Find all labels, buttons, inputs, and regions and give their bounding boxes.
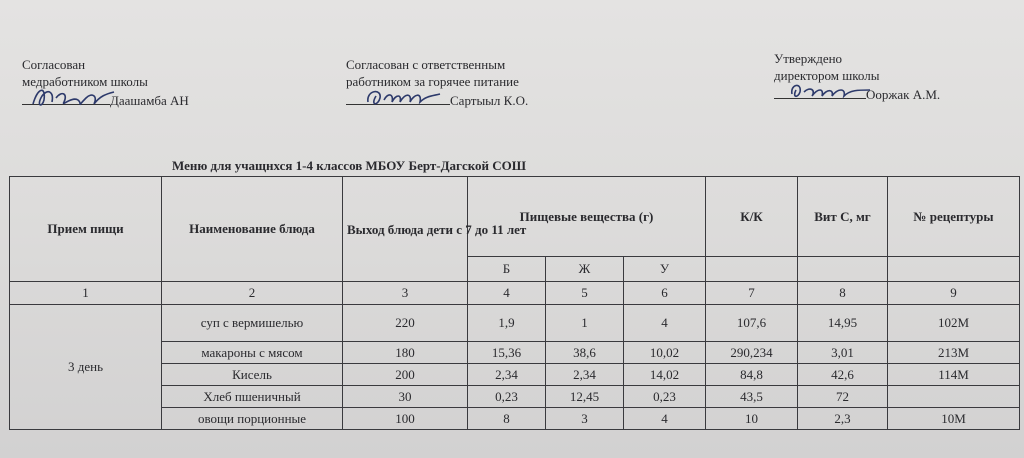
dish-fat: 12,45 [546,386,624,408]
dish-fat: 1 [546,305,624,342]
approval-director [774,50,1004,103]
dish-protein: 15,36 [468,342,546,364]
approval-medical-line1: Согласован [22,57,86,72]
column-number: 5 [546,282,624,305]
dish-output: 200 [343,364,468,386]
approval-medical-name: Даашамба АН [110,93,189,108]
column-number: 8 [798,282,888,305]
header-kk: К/К [706,177,798,257]
approval-director-name: Ооржак А.М. [866,87,941,102]
approval-medical-line2: медработником школы [22,74,148,89]
dish-fat: 38,6 [546,342,624,364]
dish-carbs: 4 [624,408,706,430]
header-meal: Прием пищи [10,177,162,282]
menu-title: Меню для учащнхся 1-4 классов МБОУ Берт-Дагской СОШ [172,158,527,173]
approval-hot-meals-line2: работником за горячее питание [346,74,519,89]
dish-recipe: 213М [888,342,1020,364]
approval-director-line2: директором школы [774,68,880,83]
column-number: 4 [468,282,546,305]
dish-name: Хлеб пшеничный [162,386,343,408]
approval-hot-meals-name: Сартыыл К.О. [450,93,529,108]
dish-protein: 0,23 [468,386,546,408]
column-number-row [10,282,1020,305]
dish-fat: 2,34 [546,364,624,386]
header-output: Выход блюда дети с 7 до 11 лет [343,177,468,282]
dish-recipe: 114М [888,364,1020,386]
dish-vitc: 14,95 [798,305,888,342]
approval-medical [22,56,242,109]
column-number: 3 [343,282,468,305]
table-row [10,364,1020,386]
column-number: 7 [706,282,798,305]
dish-name: Кисель [162,364,343,386]
dish-protein: 2,34 [468,364,546,386]
column-number: 6 [624,282,706,305]
dish-output: 100 [343,408,468,430]
header-vitc: Вит С, мг [798,177,888,257]
dish-output: 220 [343,305,468,342]
table-row [10,408,1020,430]
header-nutrients: Пищевые вещества (г) [468,177,706,257]
hot-meals-worker-signature [360,82,450,112]
dish-vitc: 2,3 [798,408,888,430]
menu-table [9,176,1020,430]
dish-fat: 3 [546,408,624,430]
dish-output: 180 [343,342,468,364]
column-number: 2 [162,282,343,305]
approval-hot-meals-line1: Согласован с ответственным [346,57,506,72]
dish-name: макароны с мясом [162,342,343,364]
header-b: Б [468,257,546,282]
dish-recipe [888,386,1020,408]
dish-protein: 1,9 [468,305,546,342]
column-number: 1 [10,282,162,305]
dish-kk: 43,5 [706,386,798,408]
column-number: 9 [888,282,1020,305]
dish-vitc: 3,01 [798,342,888,364]
dish-output: 30 [343,386,468,408]
dish-carbs: 14,02 [624,364,706,386]
dish-recipe: 102М [888,305,1020,342]
header-dish: Наименование блюда [162,177,343,282]
dish-kk: 290,234 [706,342,798,364]
dish-protein: 8 [468,408,546,430]
dish-kk: 84,8 [706,364,798,386]
medical-worker-signature [28,82,118,112]
dish-recipe: 10М [888,408,1020,430]
table-row [10,386,1020,408]
table-row [10,342,1020,364]
approval-director-line1: Утверждено [774,51,843,66]
meal-label: 3 день [10,305,162,430]
dish-carbs: 4 [624,305,706,342]
header-recipe: № рецептуры [888,177,1020,257]
dish-vitc: 72 [798,386,888,408]
director-signature [786,76,876,106]
dish-carbs: 0,23 [624,386,706,408]
dish-kk: 10 [706,408,798,430]
dish-vitc: 42,6 [798,364,888,386]
dish-kk: 107,6 [706,305,798,342]
dish-name: суп с вермишелью [162,305,343,342]
dish-carbs: 10,02 [624,342,706,364]
approval-hot-meals [346,56,606,109]
table-row [10,305,1020,342]
header-u: У [624,257,706,282]
header-zh: Ж [546,257,624,282]
dish-name: овощи порционные [162,408,343,430]
header-row [10,177,1020,257]
